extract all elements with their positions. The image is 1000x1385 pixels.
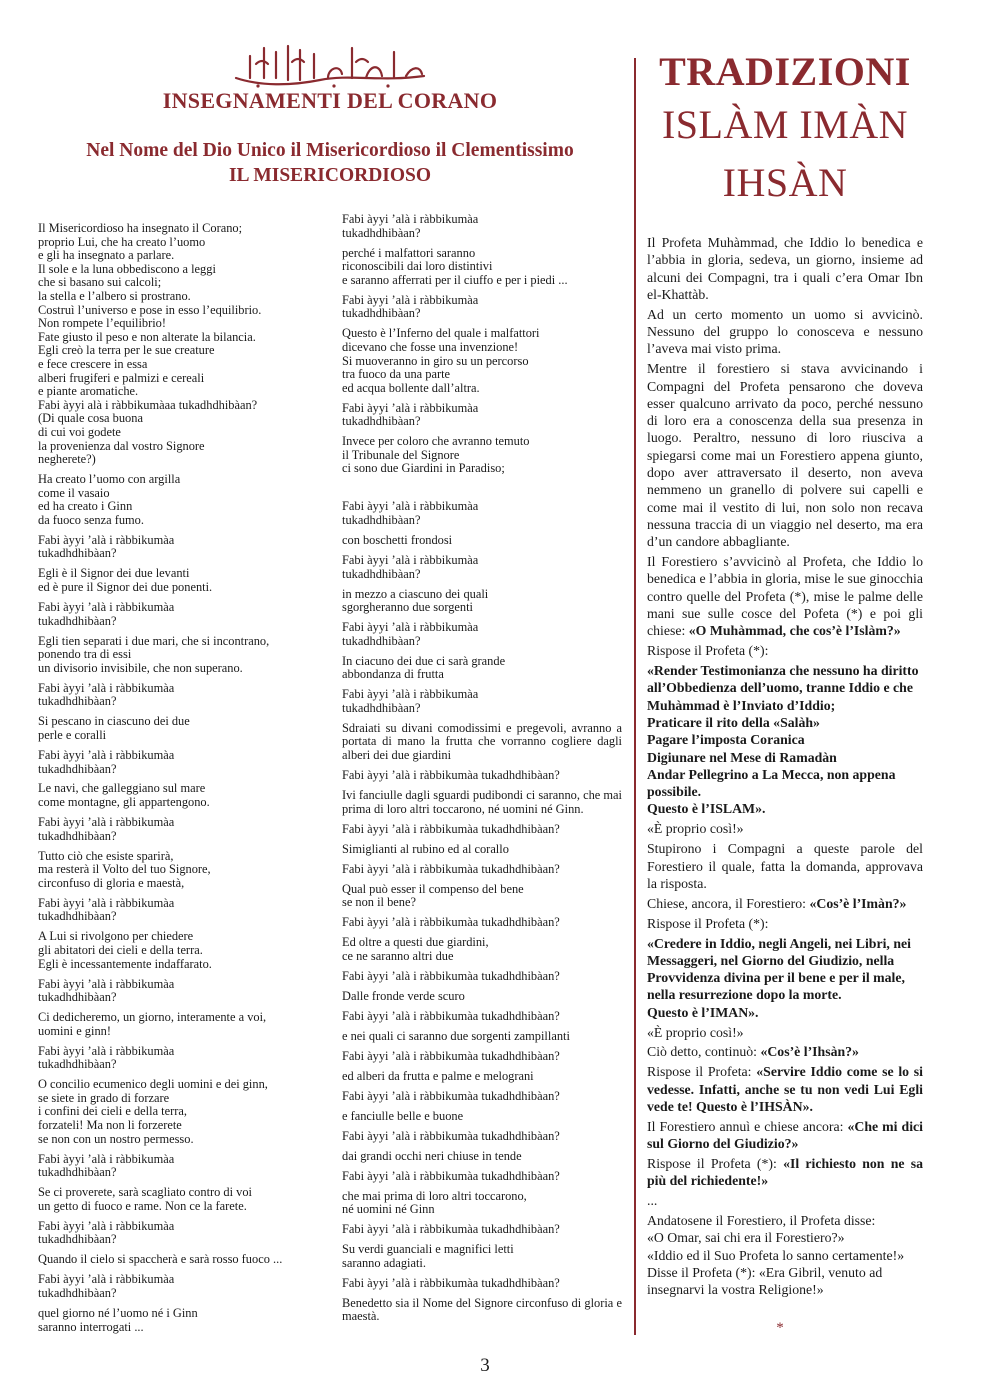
- paragraph: «Render Testimonianza che nessuno ha diritto all’Obbedienza dell’uomo, tranne Iddio e che Muhàmmad è l’Inviato d’Iddio; Praticare il rito della «Salàh» Pagare l’imposta Coranica Digiunare nel Mese di Ramadàn Andar Pellegrino a La Mecca, non appena possibile. Questo è l’ISLAM».: [647, 663, 919, 817]
- paragraph: Fabi àyyi ’alà i ràbbikumàa tukadhdhibàan?: [38, 1272, 175, 1300]
- paragraph: Fabi àyyi ’alà i ràbbikumàa tukadhdhibàan?: [38, 532, 175, 561]
- paragraph: Egli è il Signor dei due levanti ed è pure il Signor dei due ponenti.: [38, 566, 213, 595]
- paragraph: Andatosene il Forestiero, il Profeta disse: «O Omar, sai chi era il Forestiero?» «Iddio ed il Suo Profeta lo sanno certamente!» Disse il Profeta (*): «Era Gibril, venuto ad insegnarvi la vostra Religione!»: [647, 1213, 905, 1298]
- paragraph: Fabi àyyi ’alà i ràbbikumàa tukadhdhibàan?: [342, 1275, 560, 1290]
- paragraph: Fabi àyyi ’alà i ràbbikumàa tukadhdhibàan?: [342, 553, 479, 581]
- paragraph: Rispose il Profeta: «Servire Iddio come se lo si vedesse. Infatti, anche se tu non vedi Lui Egli vede te! Questo è l’IHSÀN».: [647, 1064, 923, 1114]
- paragraph: Ivi fanciulle dagli sguardi pudibondi ci saranno, che mai prima di loro altri toccarono, né uomini né Ginn.: [342, 788, 622, 816]
- paragraph: ...: [647, 1193, 658, 1209]
- paragraph: Sdraiati su divani comodissimi e pregevoli, avranno a portata di mano la frutta che vorranno cogliere dagli alberi dei due giardini: [342, 720, 622, 763]
- paragraph: che mai prima di loro altri toccarono, né uomini né Ginn: [342, 1188, 527, 1217]
- paragraph: Fabi àyyi ’alà i ràbbikumàa tukadhdhibàan?: [342, 1222, 560, 1237]
- paragraph: Fabi àyyi ’alà i ràbbikumàa tukadhdhibàan?: [342, 1088, 560, 1103]
- paragraph: Fabi àyyi ’alà i ràbbikumàa tukadhdhibàan?: [38, 680, 175, 709]
- paragraph: Fabi àyyi ’alà i ràbbikumàa tukadhdhibàan?: [342, 1168, 560, 1183]
- paragraph: Fabi àyyi ’alà i ràbbikumàa tukadhdhibàan?: [342, 768, 560, 783]
- paragraph: Dalle fronde verde scuro: [342, 988, 465, 1003]
- paragraph: Fabi àyyi ’alà i ràbbikumàa tukadhdhibàan?: [38, 600, 175, 628]
- paragraph: Ciò detto, continuò: «Cos’è l’Ihsàn?»: [647, 1044, 859, 1060]
- subtitle-line-2: IL MISERICORDIOSO: [228, 165, 432, 186]
- paragraph: in mezzo a ciascuno dei quali sgorgheranno due sorgenti: [342, 586, 489, 615]
- paragraph: Fabi àyyi ’alà i ràbbikumàa tukadhdhibàan?: [342, 821, 560, 836]
- subtitle-line-1: Nel Nome del Dio Unico il Misericordioso il Clementissimo: [86, 140, 574, 161]
- paragraph: Fabi àyyi ’alà i ràbbikumàa tukadhdhibàan?: [342, 968, 560, 983]
- paragraph: O concilio ecumenico degli uomini e dei ginn, se siete in grado di forzare i confini dei cieli e della terra, forzateli! Ma non li forzerete se non con un nostro permesso.: [38, 1077, 268, 1146]
- paragraph: Ci dedicheremo, un giorno, interamente a voi, uomini e ginn!: [38, 1010, 267, 1038]
- column-divider: [634, 58, 636, 1335]
- paragraph-gap: [342, 482, 622, 500]
- paragraph: Fabi àyyi ’alà i ràbbikumàa tukadhdhibàan?: [342, 687, 479, 715]
- right-title-line-1: TRADIZIONI: [659, 49, 911, 94]
- paragraph: Se ci proverete, sarà scagliato contro di voi un getto di fuoco e rame. Non ce la farete.: [38, 1185, 253, 1213]
- paragraph: Fabi àyyi ’alà i ràbbikumàa tukadhdhibàan?: [38, 747, 175, 776]
- paragraph: Ad un certo momento un uomo si avvicinò. Nessuno del gruppo lo conosceva e nessuno l’aveva mai visto prima.: [647, 306, 923, 357]
- paragraph: Ha creato l’uomo con argilla come il vasaio ed ha creato i Ginn da fuoco senza fumo.: [38, 472, 181, 527]
- paragraph: e fanciulle belle e buone: [342, 1108, 464, 1123]
- paragraph: con boschetti frondosi: [342, 533, 453, 548]
- right-text-column: [647, 234, 923, 1301]
- paragraph: Simiglianti al rubino ed al corallo: [342, 841, 509, 856]
- paragraph: Rispose il Profeta (*):: [647, 643, 769, 659]
- paragraph: A Lui si rivolgono per chiedere gli abitatori dei cieli e della terra. Egli è incessantemente indaffarato.: [38, 929, 212, 971]
- paragraph: Fabi àyyi ’alà i ràbbikumàa tukadhdhibàan?: [38, 976, 175, 1005]
- paragraph: dai grandi occhi neri chiuse in tende: [342, 1148, 522, 1163]
- paragraph: Il Forestiero s’avvicinò al Profeta, che Iddio lo benedica e l’abbia in gloria, mise le sue ginocchia contro quelle del Profeta (*), mise le palme delle mani sue sulle cosce del Pofeta (*) e poi gli chiese: «O Muhàmmad, che cos’è l’Islàm?»: [647, 554, 923, 639]
- paragraph: Fabi àyyi ’alà i ràbbikumàa tukadhdhibàan?: [342, 861, 560, 876]
- end-star: *: [776, 1320, 784, 1336]
- paragraph: Rispose il Profeta (*):: [647, 915, 769, 931]
- paragraph: Fabi àyyi ’alà i ràbbikumàa tukadhdhibàan?: [342, 1008, 560, 1023]
- paragraph: Tutto ciò che esiste sparirà, ma resterà il Volto del tuo Signore, circonfuso di gloria e maestà,: [38, 848, 211, 890]
- paragraph: Fabi àyyi ’alà i ràbbikumàa tukadhdhibàan?: [38, 895, 175, 924]
- paragraph: Mentre il forestiero si stava avvicinando i Compagni del Profeta pensarono che doveva esser qualcuno arrivato da poco, perché nessuno di loro era a conoscenza della sua presenza in luogo. Peraltro, nessuno di loro riusciva a spiegarsi come mai un Forestiero appena giunto, dopo aver attraversato il deserto, non aveva nemmeno un granello di polvere sui capelli e come mai il vestito di lui, non solo non recava nessuna traccia di un viaggio nel deserto, ma era d’un candore abbagliante.: [647, 361, 923, 550]
- middle-text-column: [342, 213, 622, 1330]
- paragraph: quel giorno né l’uomo né i Ginn saranno interrogati ...: [38, 1305, 198, 1334]
- paragraph: «Credere in Iddio, negli Angeli, nei Libri, nei Messaggeri, nel Giorno del Giudizio, nella Provvidenza divina per il bene e per il male, nella resurrezione dopo la morte. Questo è l’IMAN».: [647, 935, 911, 1020]
- right-title-line-2: ISLÀM IMÀN: [661, 102, 909, 147]
- right-title: [640, 48, 930, 212]
- paragraph: Le navi, che galleggiano sul mare come montagne, gli appartengono.: [38, 781, 210, 810]
- paragraph: Questo è l’Inferno del quale i malfattori dicevano che fosse una invenzione! Si muoveranno in giro su un percorso tra fuoco da una parte ed acqua bollente dall’altra.: [342, 326, 540, 395]
- paragraph: perché i malfattori saranno riconoscibili dai loro distintivi e saranno afferrati per il ciuffo e per i piedi ...: [342, 245, 568, 287]
- paragraph: Fabi àyyi ’alà i ràbbikumàa tukadhdhibàan?: [342, 292, 479, 321]
- paragraph: Il Profeta Muhàmmad, che Iddio lo benedica e l’abbia in gloria, sedeva, un giorno, insieme ad alcuni dei Compagni, tra i quali c’era Omar Ibn el-Khattàb.: [647, 235, 923, 302]
- paragraph: Il Forestiero annuì e chiese ancora: «Che mi dici sul Giorno del Giudizio?»: [647, 1118, 923, 1152]
- bismillah-calligraphy: [230, 38, 430, 90]
- paragraph: Il Misericordioso ha insegnato il Corano; proprio Lui, che ha creato l’uomo e gli ha insegnato a parlare. Il sole e la luna obbediscono a leggi che si basano sui calcoli; la stella e l’albero si prostrano. Costruì l’universo e pose in esso l’equilibrio. Non rompete l’equilibrio! Fate giusto il peso e non alterate la bilancia. Egli creò la terra per le sue creature e fece crescere in essa alberi frugiferi e palmizi e cereali e piante aromatiche. Fabi àyyi alà i ràbbikumàaa tukadhdhibàan? (Di quale cosa buona di cui voi godete la provenienza dal vostro Signore negherete?): [38, 221, 262, 467]
- right-title-line-3: IHSÀN: [722, 160, 848, 205]
- paragraph: Fabi àyyi ’alà i ràbbikumàa tukadhdhibàan?: [342, 620, 479, 648]
- paragraph: Egli tien separati i due mari, che si incontrano, ponendo tra di essi un divisorio invisibile, che non superano.: [38, 633, 270, 675]
- paragraph: Fabi àyyi ’alà i ràbbikumàa tukadhdhibàan?: [342, 1128, 560, 1143]
- paragraph: Fabi àyyi ’alà i ràbbikumàa tukadhdhibàan?: [38, 1043, 175, 1072]
- paragraph: Rispose il Profeta (*): «Il richiesto non ne sa più del richiedente!»: [647, 1156, 924, 1189]
- paragraph: Su verdi guanciali e magnifici letti saranno adagiati.: [342, 1242, 514, 1270]
- paragraph: Fabi àyyi ’alà i ràbbikumàa tukadhdhibàan?: [38, 1218, 175, 1247]
- paragraph: «È proprio così!»: [647, 821, 744, 837]
- paragraph: «È proprio così!»: [647, 1024, 744, 1040]
- paragraph: Fabi àyyi ’alà i ràbbikumàa tukadhdhibàan?: [342, 1048, 560, 1063]
- paragraph: Benedetto sia il Nome del Signore circonfuso di gloria e maestà.: [342, 1295, 622, 1324]
- paragraph: Fabi àyyi ’alà i ràbbikumàa tukadhdhibàan?: [342, 915, 560, 930]
- paragraph: Fabi àyyi ’alà i ràbbikumàa tukadhdhibàan?: [342, 212, 479, 240]
- paragraph: Qual può esser il compenso del bene se non il bene?: [342, 881, 524, 910]
- paragraph: Si pescano in ciascuno dei due perle e coralli: [38, 714, 190, 742]
- paragraph: Fabi àyyi ’alà i ràbbikumàa tukadhdhibàan?: [342, 499, 479, 528]
- paragraph: Ed oltre a questi due giardini, ce ne saranno altri due: [342, 935, 489, 963]
- left-text-column: [38, 222, 328, 1341]
- paragraph: Fabi àyyi ’alà i ràbbikumàa tukadhdhibàan?: [342, 400, 479, 429]
- page-number: 3: [480, 1355, 490, 1376]
- page-subtitle: [30, 138, 630, 188]
- paragraph: Fabi àyyi ’alà i ràbbikumàa tukadhdhibàan?: [38, 1151, 175, 1180]
- paragraph: Stupirono i Compagni a queste parole del Forestiero il quale, fatta la domanda, approvava la risposta.: [647, 841, 923, 891]
- paragraph: e nei quali ci saranno due sorgenti zampillanti: [342, 1028, 570, 1043]
- page-title: INSEGNAMENTI DEL CORANO: [162, 88, 498, 113]
- paragraph: Chiese, ancora, il Forestiero: «Cos’è l’Imàn?»: [647, 895, 907, 911]
- paragraph: Quando il cielo si spaccherà e sarà rosso fuoco ...: [38, 1252, 283, 1267]
- paragraph: Fabi àyyi ’alà i ràbbikumàa tukadhdhibàan?: [38, 815, 175, 843]
- paragraph: Invece per coloro che avranno temuto il Tribunale del Signore ci sono due Giardini in Paradiso;: [342, 434, 530, 476]
- paragraph: In ciacuno dei due ci sarà grande abbondanza di frutta: [342, 653, 506, 682]
- paragraph: ed alberi da frutta e palme e melograni: [342, 1068, 534, 1083]
